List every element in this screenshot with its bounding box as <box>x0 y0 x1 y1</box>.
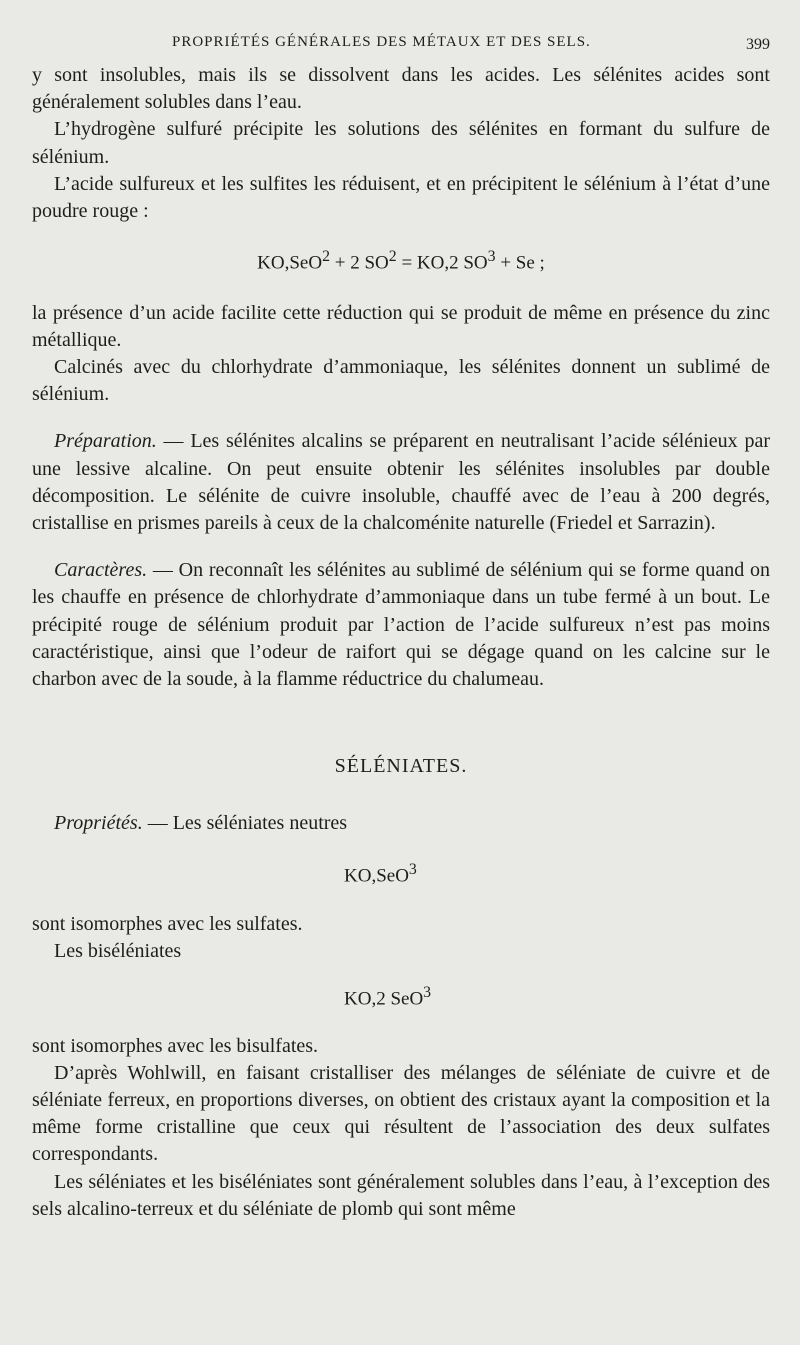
formula-reduction: KO,SeO$^2$ + 2 $SO^2 = KO,2$ $SO^3 + Se$ ; <box>257 248 545 274</box>
paragraph-solubilite: Les séléniates et les biséléniates sont généralement solubles dans l’eau, à l’exception des sels alcalino-terreux et du séléniate de plomb qui sont même <box>32 1170 770 1220</box>
page-number: 399 <box>746 36 770 53</box>
running-title: PROPRIÉTÉS GÉNÉRALES DES MÉTAUX ET DES SELS. <box>172 34 591 50</box>
caracteres-heading: Caractères. <box>54 559 148 582</box>
page-header <box>32 34 770 58</box>
paragraph-hydrogene: L’hydrogène sulfuré précipite les solutions des sélénites en formant du sulfure de sélénium. <box>32 118 770 168</box>
section-title: SÉLÉNIATES. <box>334 755 468 778</box>
paragraph-calcines: Calcinés avec du chlorhydrate d’ammoniaque, les sélénites donnent un sublimé de sélénium. <box>32 355 770 406</box>
formula-biseleniate: KO,2 SeO$^3$ <box>344 984 432 1010</box>
proprietes-heading: Propriétés. <box>54 812 143 835</box>
paragraph-continuation: y sont insolubles, mais ils se dissolvent dans les acides. Les sélénites acides sont généralement solubles dans l’eau. <box>32 64 770 114</box>
paragraph-biseleniates: Les biséléniates <box>54 940 182 963</box>
paragraph-isomorphes-bisulfates: sont isomorphes avec les bisulfates. <box>32 1034 319 1057</box>
formula-seleniate-neutre: KO,SeO$^3$ <box>344 860 417 886</box>
preparation-heading: Préparation. <box>54 430 157 453</box>
paragraph-caracteres: Caractères. — On reconnaît les sélénites au sublimé de sélénium qui se forme quand on les chauffe en présence de chlorhydrate d’ammoniaque dans un tube fermé à un bout. Le précipité rouge de sélénium produit par l’action de l’acide sulfureux n’est pas moins caractéristique, ainsi que l’odeur de raifort qui se dégage quand on les calcine sur le charbon avec de la soude, à la flamme réductrice du chalumeau. <box>32 559 770 690</box>
paragraph-wohlwill: D’après Wohlwill, en faisant cristalliser des mélanges de séléniate de cuivre et de séléniate ferreux, en proportions diverses, on obtient des cristaux ayant la composition et la même forme cristalline que ceux qui résultent de l’association des deux sulfates correspondants. <box>32 1061 770 1166</box>
paragraph-acide-sulfureux: L’acide sulfureux et les sulfites les réduisent, et en précipitent le sélénium à l’état d’une poudre rouge : <box>32 172 770 223</box>
paragraph-proprietes: Propriétés. — Les séléniates neutres <box>54 812 348 835</box>
paragraph-presence-acide: la présence d’un acide facilite cette réduction qui se produit de même en présence du zinc métallique. <box>32 301 770 351</box>
page-body <box>32 62 770 1223</box>
paragraph-isomorphes-sulfates: sont isomorphes avec les sulfates. <box>32 912 303 935</box>
paragraph-preparation: Préparation. — Les sélénites alcalins se préparent en neutralisant l’acide sélénieux par une lessive alcaline. On peut ensuite obtenir les sélénites insolubles par double décomposition. Le sélénite de cuivre insoluble, chauffé avec de l’eau à 200 degrés, cristallise en prismes pareils à ceux de la chalcoménite naturelle (Friedel et Sarrazin). <box>32 430 770 534</box>
